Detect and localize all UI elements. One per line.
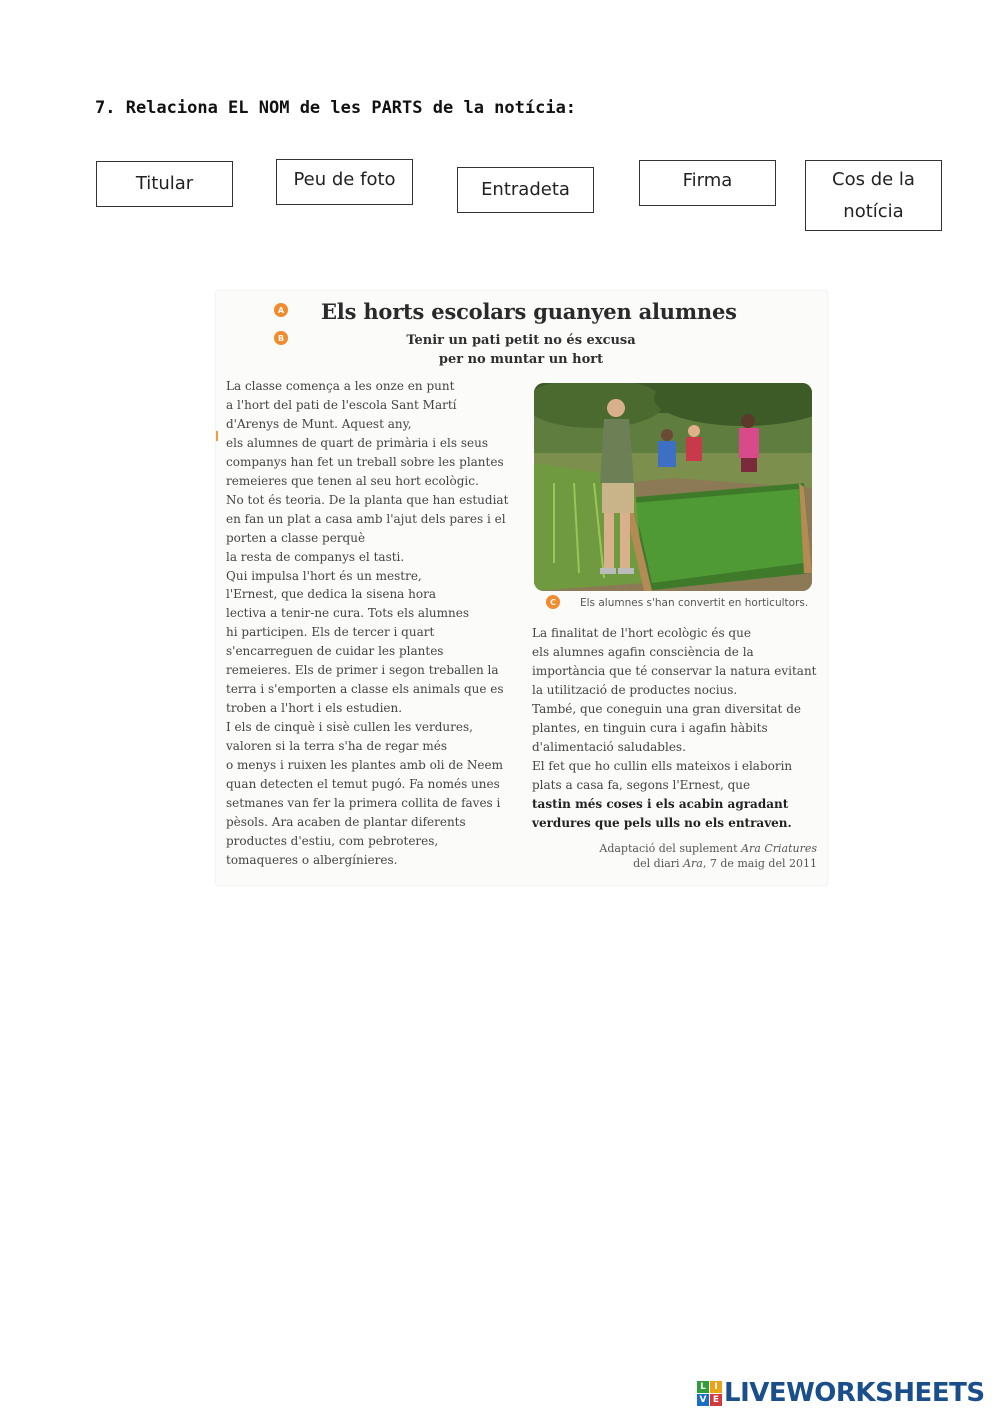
body-line: I els de cinquè i sisè cullen les verdures, xyxy=(226,720,473,735)
body-line: porten a classe perquè xyxy=(226,530,366,545)
body-line: importància que té conservar la natura evitant xyxy=(532,663,817,678)
body-line: d'alimentació saludables. xyxy=(532,739,686,754)
body-line: els alumnes agafin consciència de la xyxy=(532,644,754,659)
liveworksheets-icon xyxy=(697,1381,721,1405)
body-line: terra i s'emporten a classe els animals que es xyxy=(226,682,504,697)
label-box-cos-text: Cos de la notícia xyxy=(832,168,915,222)
source-date: , 7 de maig del 2011 xyxy=(702,857,817,870)
body-line: en fan un plat a casa amb l'ajut dels pares i el xyxy=(226,511,506,526)
source-newspaper: Ara xyxy=(683,857,703,870)
marker-c[interactable]: C xyxy=(546,595,560,609)
body-line: remeieres. Els de primer i segon treballen la xyxy=(226,663,499,678)
source-supplement: Ara Criatures xyxy=(741,842,817,855)
body-line: troben a l'hort i els estudien. xyxy=(226,701,403,716)
body-line: També, que coneguin una gran diversitat de xyxy=(532,701,801,716)
body-line: d'Arenys de Munt. Aquest any, xyxy=(226,416,412,431)
body-line: La finalitat de l'hort ecològic és que xyxy=(532,626,751,640)
label-box-cos-de-la-noticia[interactable] xyxy=(805,160,942,231)
lead-line: per no muntar un hort xyxy=(438,352,604,367)
label-box-titular[interactable]: Titular xyxy=(96,161,233,207)
body-line: productes d'estiu, com pebroteres, xyxy=(226,833,439,848)
label-box-firma[interactable]: Firma xyxy=(639,160,776,206)
body-line: plats a casa fa, segons l'Ernest, que xyxy=(532,777,751,792)
margin-tick xyxy=(216,431,218,441)
body-line: tomaqueres o albergínieres. xyxy=(226,852,398,867)
body-line: Qui impulsa l'hort és un mestre, xyxy=(226,568,422,583)
brand-icon-tile: E xyxy=(710,1394,722,1406)
lead-line: Tenir un pati petit no és excusa xyxy=(406,333,636,348)
article-body-left xyxy=(226,377,516,870)
body-line: s'encarreguen de cuidar les plantes xyxy=(226,644,444,659)
body-line: hi participen. Els de tercer i quart xyxy=(226,625,435,640)
article-lead xyxy=(366,331,676,369)
marker-a[interactable]: A xyxy=(274,303,288,317)
body-line: lectiva a tenir-ne cura. Tots els alumnes xyxy=(226,606,470,621)
body-line: No tot és teoria. De la planta que han estudiat xyxy=(226,492,509,507)
photo-caption: Els alumnes s'han convertit en horticultors. xyxy=(580,597,809,609)
label-box-entradeta[interactable]: Entradeta xyxy=(457,167,594,213)
article-source xyxy=(599,841,817,871)
body-line: la utilització de productes nocius. xyxy=(532,682,738,697)
marker-b[interactable]: B xyxy=(274,331,288,345)
body-line: quan detecten el temut pugó. Fa només unes xyxy=(226,777,500,792)
article-headline: Els horts escolars guanyen alumnes xyxy=(321,299,737,324)
body-line: La classe comença a les onze en punt xyxy=(226,379,455,393)
source-prefix-1: Adaptació del suplement xyxy=(599,842,742,855)
body-line: la resta de companys el tasti. xyxy=(226,549,405,564)
news-article-image xyxy=(216,291,827,885)
brand-icon-tile: I xyxy=(710,1381,722,1393)
question-title: 7. Relaciona EL NOM de les PARTS de la notícia: xyxy=(95,98,577,118)
body-line: valoren si la terra s'ha de regar més xyxy=(226,739,447,754)
label-box-peu-de-foto[interactable]: Peu de foto xyxy=(276,159,413,205)
body-line: l'Ernest, que dedica la sisena hora xyxy=(226,587,436,602)
brand-icon-tile: V xyxy=(697,1394,709,1406)
body-line-bold: tastin més coses i els acabin agradant xyxy=(532,796,789,811)
body-line: els alumnes de quart de primària i els seus xyxy=(226,435,488,450)
body-line: remeieres que tenen al seu hort ecològic. xyxy=(226,473,479,488)
body-line: pèsols. Ara acaben de plantar diferents xyxy=(226,814,466,829)
article-body-right xyxy=(532,624,822,832)
body-line: o menys i ruixen les plantes amb oli de Neem xyxy=(226,758,504,773)
body-line: a l'hort del pati de l'escola Sant Martí xyxy=(226,397,457,412)
source-prefix-2: del diari xyxy=(633,857,684,870)
brand-icon-tile: L xyxy=(697,1381,709,1393)
liveworksheets-wordmark: LIVEWORKSHEETS xyxy=(724,1378,985,1408)
body-line: El fet que ho cullin ells mateixos i elaborin xyxy=(532,758,793,773)
garden-photo-illustration xyxy=(534,383,812,591)
body-line-bold: verdures que pels ulls no els entraven. xyxy=(532,815,792,830)
body-line: plantes, en tinguin cura i agafin hàbits xyxy=(532,720,768,735)
article-photo xyxy=(534,383,812,591)
body-line: companys han fet un treball sobre les plantes xyxy=(226,454,504,469)
body-line: setmanes van fer la primera collita de faves i xyxy=(226,795,501,810)
liveworksheets-logo xyxy=(697,1378,985,1408)
